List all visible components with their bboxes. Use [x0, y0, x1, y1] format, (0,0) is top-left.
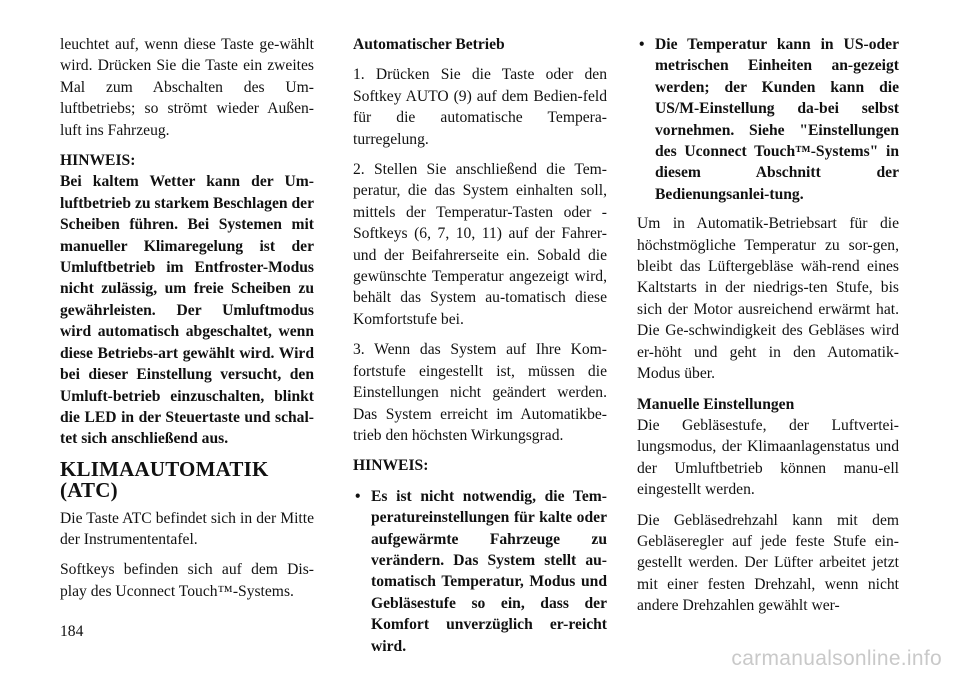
column-right	[637, 34, 899, 626]
watermark: carmanualsonline.info	[731, 647, 942, 670]
subheading: Manuelle Einstellungen	[637, 395, 795, 413]
column-middle	[353, 34, 607, 665]
note-text: Bei kaltem Wetter kann der Um-luftbetrieb zu starkem Beschlagen der Scheiben führen. Bei Systemen mit manueller Klimaregelung ist der Umluftbetrieb im Entfroster-Modus nicht zulässig, um freie Scheiben zu gewährleisten. Der Umluftmodus wird automatisch abgeschaltet, wenn diese Betriebs-art gewählt wird. Wird bei dieser Einstellung versucht, den Umluft-betrieb einzuschalten, blinkt die LED in der Steuertaste und schal-tet sich anschließend aus.	[60, 173, 314, 448]
bullet-item	[637, 34, 899, 205]
paragraph: Die Gebläsestufe, der Luftvertei-lungsmodus, der Klimaanlagenstatus und der Umluftbetrieb können manu-ell eingestellt werden.	[637, 416, 899, 499]
step-3: 3. Wenn das System auf Ihre Kom-fortstufe eingestellt ist, müssen die Einstellungen nicht geändert werden. Das System erreicht im Automatikbe-trieb den höchsten Wirkungsgrad.	[353, 341, 607, 444]
note-label: HINWEIS:	[60, 152, 136, 170]
note-label: HINWEIS:	[353, 457, 429, 475]
column-left	[60, 34, 314, 611]
bullet-text: Es ist nicht notwendig, die Tem-peratureinstellungen für kalte oder aufgewärmte Fahrzeuge zu verändern. Das System stellt au-tomatisch Temperatur, Modus und Gebläsestufe so ein, dass der Komfort unverzüglich er-reicht wird.	[371, 487, 607, 655]
subheading: Automatischer Betrieb	[353, 36, 505, 53]
page-number: 184	[60, 623, 84, 640]
bullet-item	[353, 486, 607, 657]
step-1: 1. Drücken Sie die Taste oder den Softkey AUTO (9) auf dem Bedien-feld für die automatische Tempera-turregelung.	[353, 66, 607, 148]
bullet-glyph: •	[355, 487, 361, 505]
paragraph: Die Gebläsedrehzahl kann mit dem Gebläseregler auf jede feste Stufe ein-gestellt werden. Der Lüfter arbeitet jetzt mit einer festen Drehzahl, wenn nicht andere Drehzahlen gewählt wer-	[637, 511, 899, 615]
bullet-text: Die Temperatur kann in US-oder metrischen Einheiten an-gezeigt werden; der Kunden kann die US/M-Einstellung da-bei selbst vornehmen. Siehe "Einstellungen des Uconnect Touch™-Systems" in diesem Abschnitt der Bedienungsanlei-tung.	[655, 36, 899, 203]
paragraph: leuchtet auf, wenn diese Taste ge-wählt wird. Drücken Sie die Taste ein zweites Mal zum Abschalten des Um-luftbetriebs; so strömt wieder Außen-luft ins Fahrzeug.	[60, 36, 314, 139]
paragraph: Um in Automatik-Betriebsart für die höchstmögliche Temperatur zu sor-gen, bleibt das Lüftergebläse wäh-rend eines Kaltstarts in der niedrigs-ten Stufe, bis sich der Motor ausreichend erwärmt hat. Die Ge-schwindigkeit des Gebläses wird er-höht und geht in den Automatik-Modus über.	[637, 215, 899, 383]
bullet-glyph: •	[639, 36, 645, 53]
step-2: 2. Stellen Sie anschließend die Tem-peratur, die das System einhalten soll, mittels der Temperatur-Tasten oder -Softkeys (6, 7, 10, 11) auf der Fahrer- und der Beifahrerseite ein. Sobald die gewünschte Temperatur angezeigt wird, behält das System au-tomatisch diese Komfortstufe bei.	[353, 161, 607, 328]
section-heading: KLIMAAUTOMATIK (ATC)	[60, 456, 269, 503]
paragraph: Die Taste ATC befindet sich in der Mitte der Instrumententafel.	[60, 509, 314, 548]
paragraph: Softkeys befinden sich auf dem Dis-play des Uconnect Touch™-Systems.	[60, 561, 314, 600]
